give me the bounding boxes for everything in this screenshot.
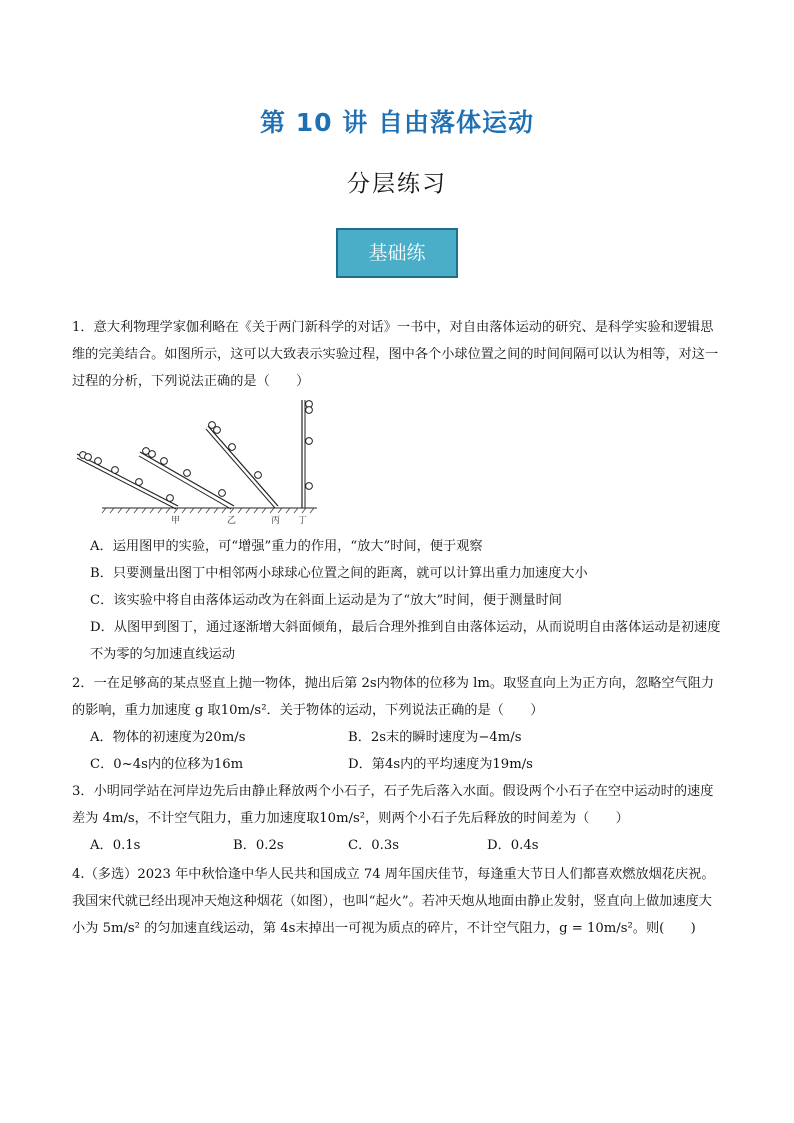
ball [306, 407, 313, 414]
ball [112, 467, 119, 474]
question-3-option-a: A．0.1s [90, 838, 141, 853]
question-1-option-c: C．该实验中将自由落体运动改为在斜面上运动是为了“放大”时间，便于测量时间 [90, 593, 562, 608]
ball [85, 454, 92, 461]
question-3-text: 3．小明同学站在河岸边先后由静止释放两个小石子，石子先后落入水面。假设两个小石子在空中运动时的速度差为 4m/s，不计空气阻力，重力加速度取10m/s²，则两个小石子先后释放的时间差为（ ） [72, 784, 714, 826]
question-3-option-d: D．0.4s [487, 838, 539, 853]
ball [306, 438, 313, 445]
question-2-option-b: B．2s末的瞬时速度为−4m/s [348, 730, 522, 745]
question-2-option-d: D．第4s内的平均速度为19m/s [348, 757, 533, 772]
page-title: 第 10 讲 自由落体运动 [260, 108, 534, 137]
ball [149, 451, 156, 458]
ball [219, 490, 226, 497]
section-badge: 基础练 [336, 228, 458, 278]
question-2-option-c: C．0~4s内的位移为16m [90, 757, 244, 772]
ball [306, 483, 313, 490]
label-bing: 丙 [271, 516, 281, 526]
question-2-option-a: A．物体的初速度为20m/s [90, 730, 246, 745]
label-ding: 丁 [298, 516, 308, 526]
ball [255, 472, 262, 479]
ball [214, 427, 221, 434]
question-4-text: 4.（多选）2023 年中秋恰逢中华人民共和国成立 74 周年国庆佳节，每逢重大节日人们都喜欢燃放烟花庆祝。我国宋代就已经出现冲天炮这种烟花（如图），也叫“起火”。若冲天炮从地面由静止发射，竖直向上做加速度大小为 5m/s² 的匀加速直线运动，第 4s末掉出一可视为质点的碎片，不计空气阻力，g = 10m/s²。则( ) [72, 867, 715, 936]
label-jia: 甲 [171, 516, 181, 526]
question-3-option-b: B．0.2s [233, 838, 284, 853]
incline-bing [206, 422, 278, 508]
ball [136, 479, 143, 486]
ball [229, 444, 236, 451]
question-1-option-a: A．运用图甲的实验，可“增强”重力的作用，“放大”时间，便于观察 [90, 539, 483, 554]
question-1-option-b: B．只要测量出图丁中相邻两小球球心位置之间的距离，就可以计算出重力加速度大小 [90, 566, 588, 581]
ground-hatching [102, 508, 314, 513]
label-yi: 乙 [227, 516, 237, 526]
ball [184, 470, 191, 477]
ball [161, 458, 168, 465]
galileo-incline-figure [72, 396, 332, 528]
ball [167, 495, 174, 502]
question-2-text: 2．一在足够高的某点竖直上抛一物体，抛出后第 2s内物体的位移为 lm。取竖直向上为正方向，忽略空气阻力的影响，重力加速度 g 取10m/s²．关于物体的运动，下列说法正确的是（ ） [72, 676, 715, 718]
question-3-option-c: C．0.3s [348, 838, 400, 853]
page-subtitle: 分层练习 [347, 171, 447, 197]
vertical-ding [302, 400, 312, 508]
question-1-option-d: D．从图甲到图丁，通过逐渐增大斜面倾角，最后合理外推到自由落体运动，从而说明自由落体运动是初速度不为零的匀加速直线运动 [90, 620, 721, 662]
ball [95, 458, 102, 465]
incline-yi [139, 448, 234, 509]
question-1-text: 1．意大利物理学家伽利略在《关于两门新科学的对话》一书中，对自由落体运动的研究、是科学实验和逻辑思维的完美结合。如图所示，这可以大致表示实验过程，图中各个小球位置之间的时间间隔可以认为相等，对这一过程的分析，下列说法正确的是（ ） [72, 320, 719, 389]
